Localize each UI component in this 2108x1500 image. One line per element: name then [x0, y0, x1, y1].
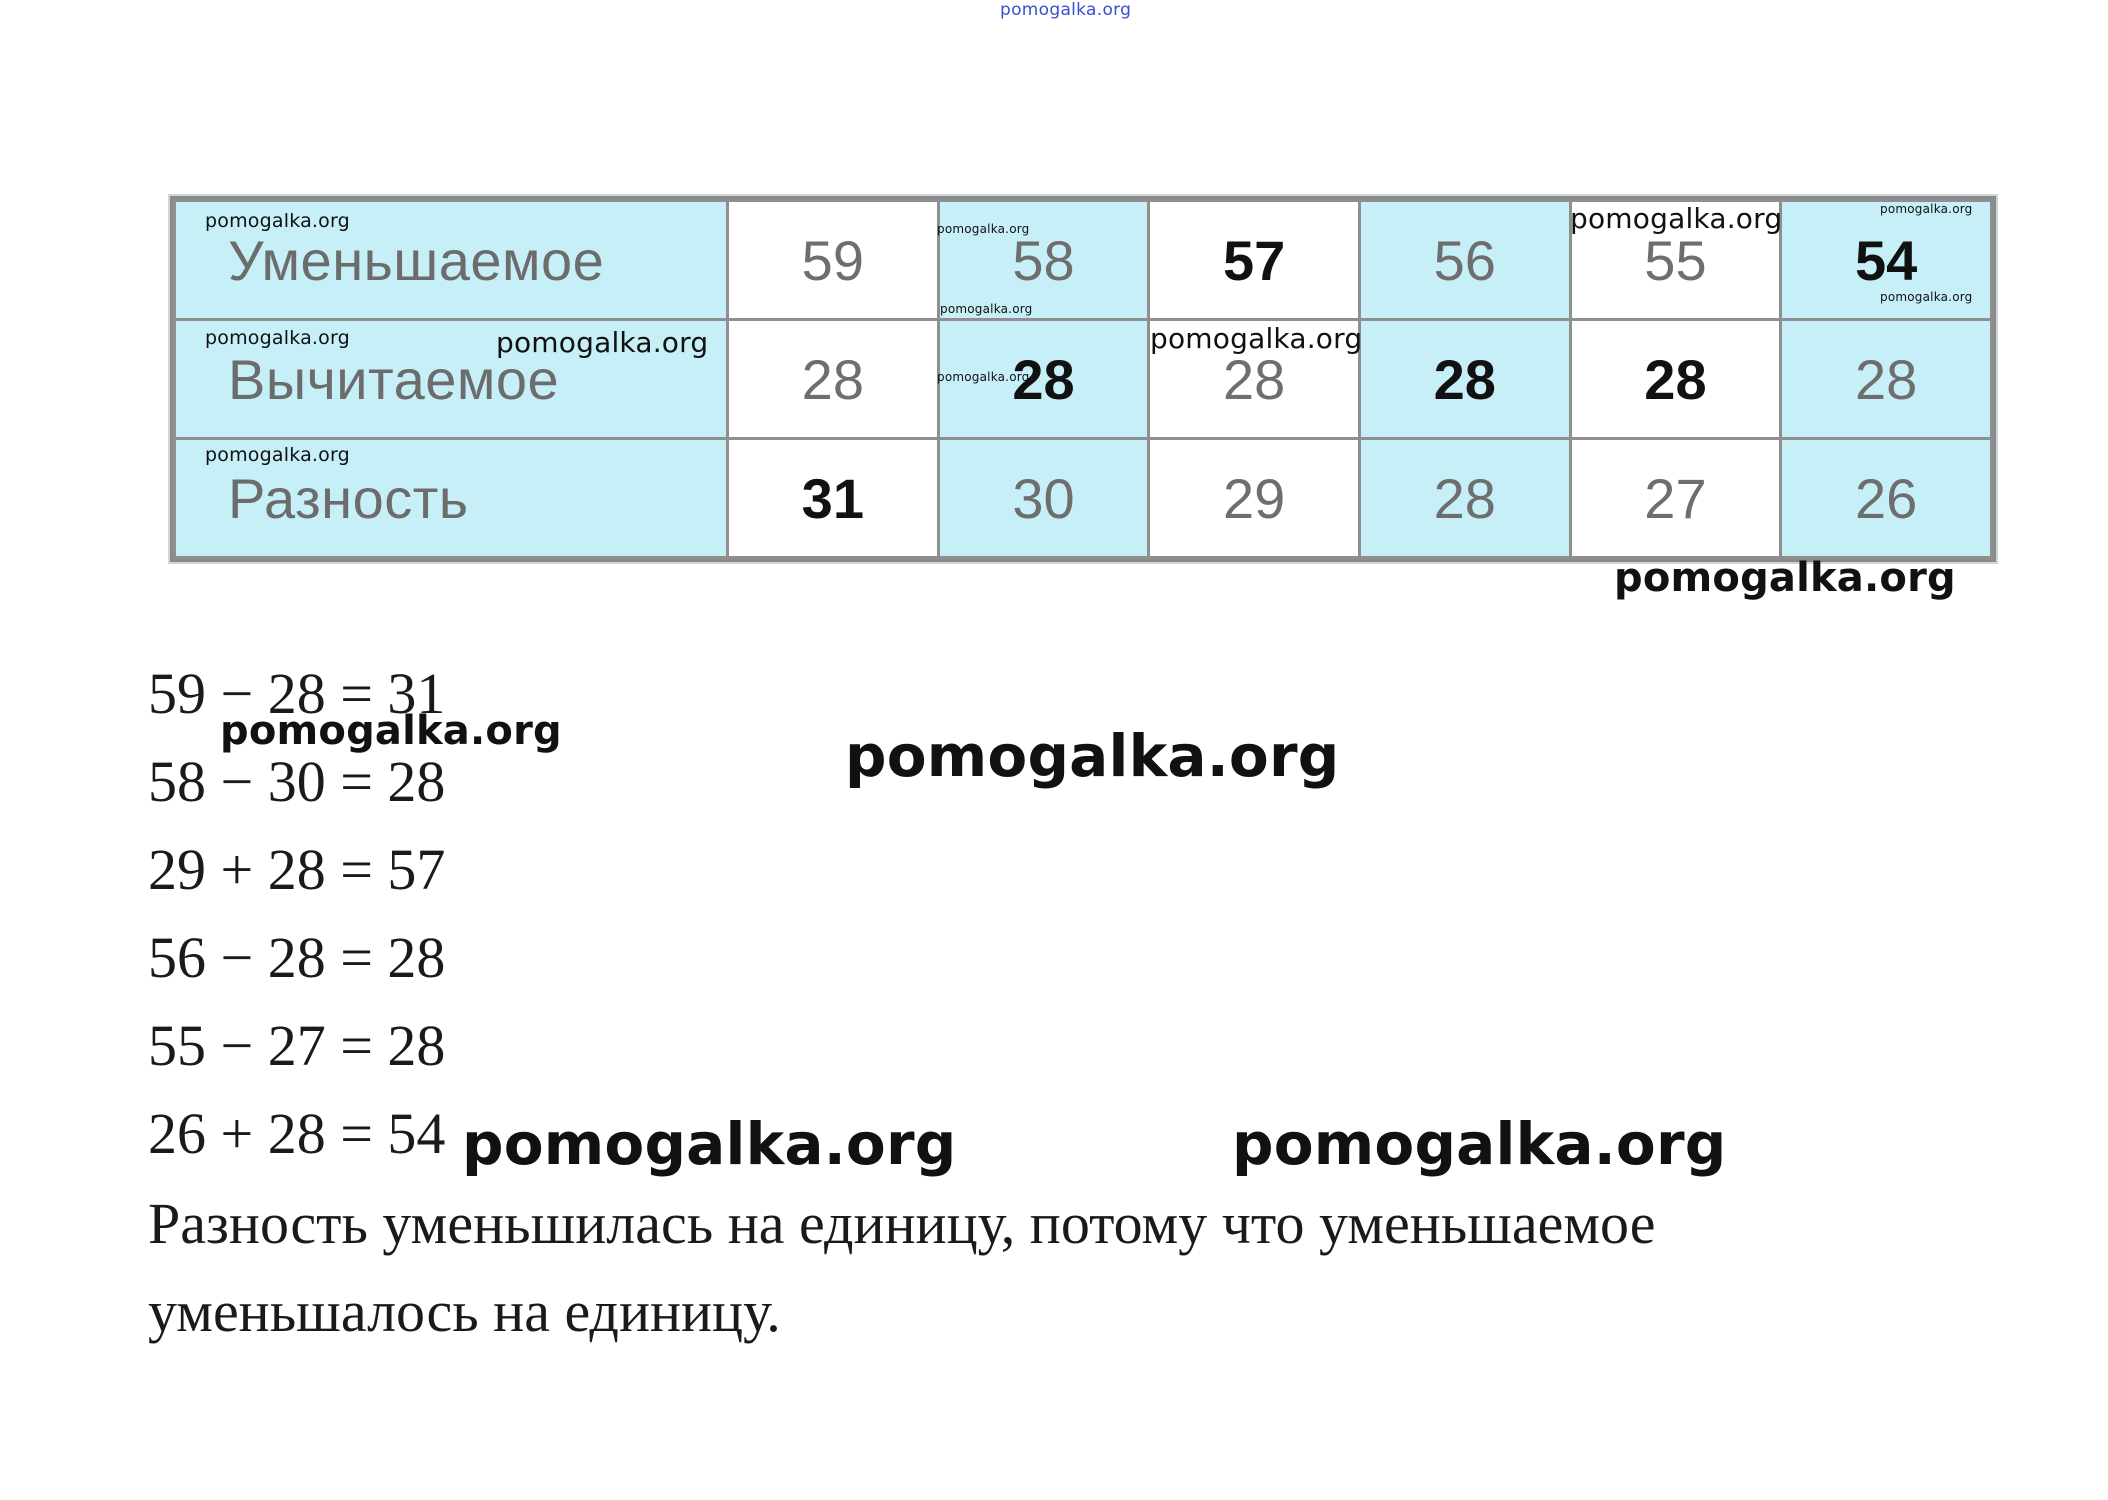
table-cell: 28	[1149, 320, 1360, 439]
table-cell: 28	[1359, 320, 1570, 439]
equation-line: 26 + 28 = 54	[148, 1101, 446, 1166]
subtraction-table	[170, 196, 1996, 562]
watermark: pomogalka.org	[937, 222, 1030, 236]
table-cell: 55	[1570, 201, 1781, 320]
watermark: pomogalka.org	[1570, 202, 1783, 235]
watermark: pomogalka.org	[205, 327, 350, 349]
table-cell: 54	[1781, 201, 1992, 320]
table-cell: 59	[728, 201, 939, 320]
equation-line: 59 − 28 = 31	[148, 661, 446, 726]
table-grid	[173, 199, 1993, 559]
row-label: Уменьшаемое	[175, 201, 728, 320]
watermark: pomogalka.org	[845, 722, 1340, 790]
table-row	[175, 439, 1992, 558]
table-cell: 28	[728, 320, 939, 439]
table-row	[175, 320, 1992, 439]
watermark: pomogalka.org	[462, 1110, 957, 1178]
table-cell: 28	[1781, 320, 1992, 439]
watermark: pomogalka.org	[1880, 290, 1973, 304]
equation-line: 29 + 28 = 57	[148, 837, 446, 902]
site-mark[interactable]: pomogalka.org	[1000, 0, 1132, 20]
table-cell: 30	[938, 439, 1149, 558]
row-label: Разность	[175, 439, 728, 558]
table-cell: 28	[1359, 439, 1570, 558]
watermark: pomogalka.org	[1880, 202, 1973, 216]
watermark: pomogalka.org	[496, 326, 709, 359]
table-cell: 56	[1359, 201, 1570, 320]
row-label: Вычитаемое	[175, 320, 728, 439]
table-cell: 29	[1149, 439, 1360, 558]
watermark: pomogalka.org	[1150, 322, 1363, 355]
watermark: pomogalka.org	[205, 210, 350, 232]
equation-line: 56 − 28 = 28	[148, 925, 446, 990]
watermark: pomogalka.org	[220, 708, 562, 754]
table-cell: 57	[1149, 201, 1360, 320]
table-cell: 26	[1781, 439, 1992, 558]
table-cell: 27	[1570, 439, 1781, 558]
equation-line: 58 − 30 = 28	[148, 749, 446, 814]
equation-line: 55 − 27 = 28	[148, 1013, 446, 1078]
watermark: pomogalka.org	[205, 444, 350, 466]
watermark: pomogalka.org	[1232, 1110, 1727, 1178]
conclusion-text: Разность уменьшилась на единицу, потому что уменьшаемое уменьшалось на единицу.	[148, 1191, 1656, 1344]
table-cell: 28	[938, 320, 1149, 439]
table-cell: 31	[728, 439, 939, 558]
watermark: pomogalka.org	[1614, 555, 1956, 601]
watermark: pomogalka.org	[940, 302, 1033, 316]
table-cell: 58	[938, 201, 1149, 320]
table-cell: 28	[1570, 320, 1781, 439]
watermark: pomogalka.org	[937, 370, 1030, 384]
